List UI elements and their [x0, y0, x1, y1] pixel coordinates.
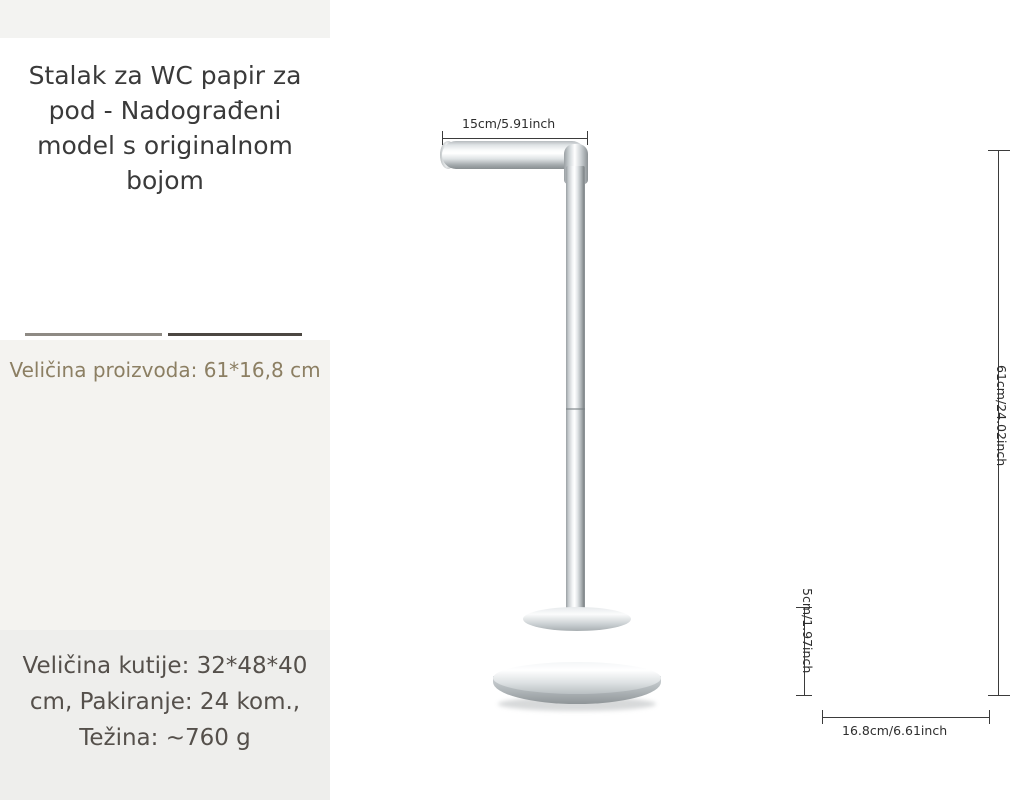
- vertical-pole: [566, 166, 585, 618]
- base-top-surface: [493, 662, 661, 694]
- dimension-line-base-width: [822, 717, 990, 718]
- dimension-tick-top-left: [442, 131, 443, 145]
- dimension-tick-base-height-bottom: [796, 695, 812, 696]
- box-info-text: Veličina kutije: 32*48*40 cm, Pakiranje: 24 kom., Težina: ~760 g: [22, 653, 308, 751]
- page-title: Stalak za WC papir za pod - Nadograđeni model s originalnom bojom: [28, 61, 302, 195]
- panel-background-top: [0, 0, 330, 38]
- dimension-tick-height-bottom: [988, 695, 1010, 696]
- upper-disc: [523, 607, 631, 631]
- dimension-tick-base-right: [989, 710, 990, 724]
- divider-right: [168, 333, 302, 336]
- dimension-tick-top-right: [587, 131, 588, 145]
- pole-seam: [566, 408, 585, 410]
- dimension-line-top-width: [442, 138, 588, 139]
- dimension-label-base-height: 5cm/1.97inch: [800, 588, 815, 674]
- product-size-text: Veličina proizvoda: 61*16,8 cm: [9, 358, 321, 382]
- product-image: [330, 0, 1009, 800]
- product-info-panel: [0, 0, 330, 800]
- dimension-tick-base-left: [822, 710, 823, 724]
- dimension-label-top-width: 15cm/5.91inch: [462, 116, 556, 131]
- dimension-label-base-width: 16.8cm/6.61inch: [842, 723, 948, 738]
- divider-left: [25, 333, 162, 336]
- dimension-label-total-height: 61cm/24.02inch: [994, 365, 1009, 467]
- dimension-tick-height-top: [988, 150, 1010, 151]
